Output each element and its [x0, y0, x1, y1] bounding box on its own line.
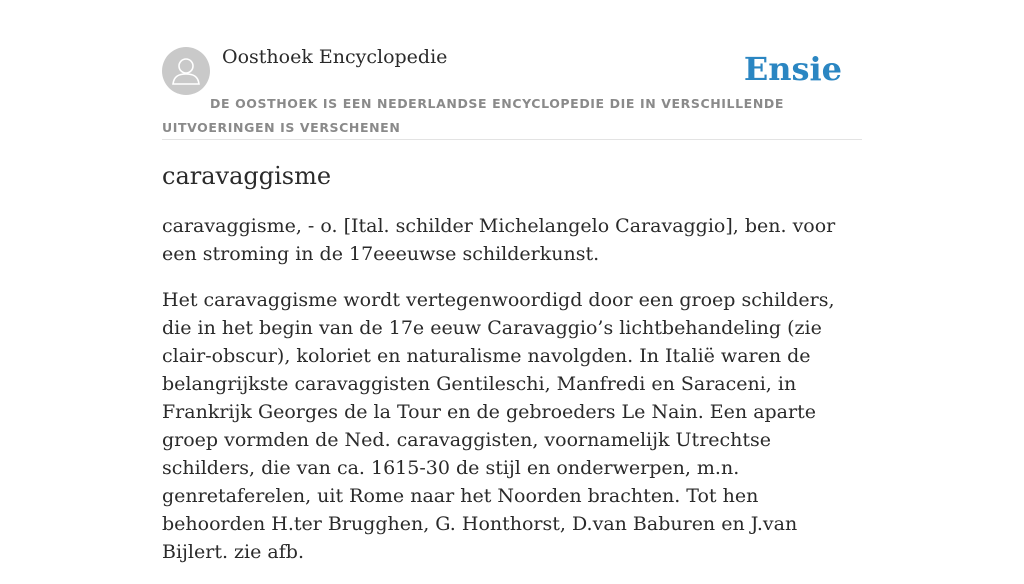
user-avatar-icon[interactable]	[162, 47, 210, 95]
source-description: DE OOSTHOEK IS EEN NEDERLANDSE ENCYCLOPEDIE DIE IN VERSCHILLENDE UITVOERINGEN IS VERSCHENEN	[162, 96, 784, 135]
source-name[interactable]: Oosthoek Encyclopedie	[222, 46, 448, 68]
source-header	[162, 40, 862, 140]
article	[162, 162, 862, 584]
header-divider	[162, 139, 862, 140]
article-paragraph: caravaggisme, - o. [Ital. schilder Michelangelo Caravaggio], ben. voor een stroming in de 17eeeuwse schilderkunst.	[162, 215, 836, 265]
article-title: caravaggisme	[162, 162, 332, 190]
brand-logo[interactable]: Ensie	[743, 50, 842, 88]
article-paragraph: Het caravaggisme wordt vertegenwoordigd door een groep schilders, die in het begin van de 17e eeuw Caravaggio’s lichtbehandeling (zie clair-obscur), koloriet en naturalisme navolgden. In Italië waren de belangrijkste caravaggisten Gentileschi, Manfredi en Saraceni, in Frankrijk Georges de la Tour en de gebroeders Le Nain. Een aparte groep vormden de Ned. caravaggisten, voornamelijk Utrechtse schilders, die van ca. 1615-30 de stijl en onderwerpen, m.n. genretaferelen, uit Rome naar het Noorden brachten. Tot hen behoorden H.ter Brugghen, G. Honthorst, D.van Baburen en J.van Bijlert. zie afb.	[162, 289, 835, 563]
